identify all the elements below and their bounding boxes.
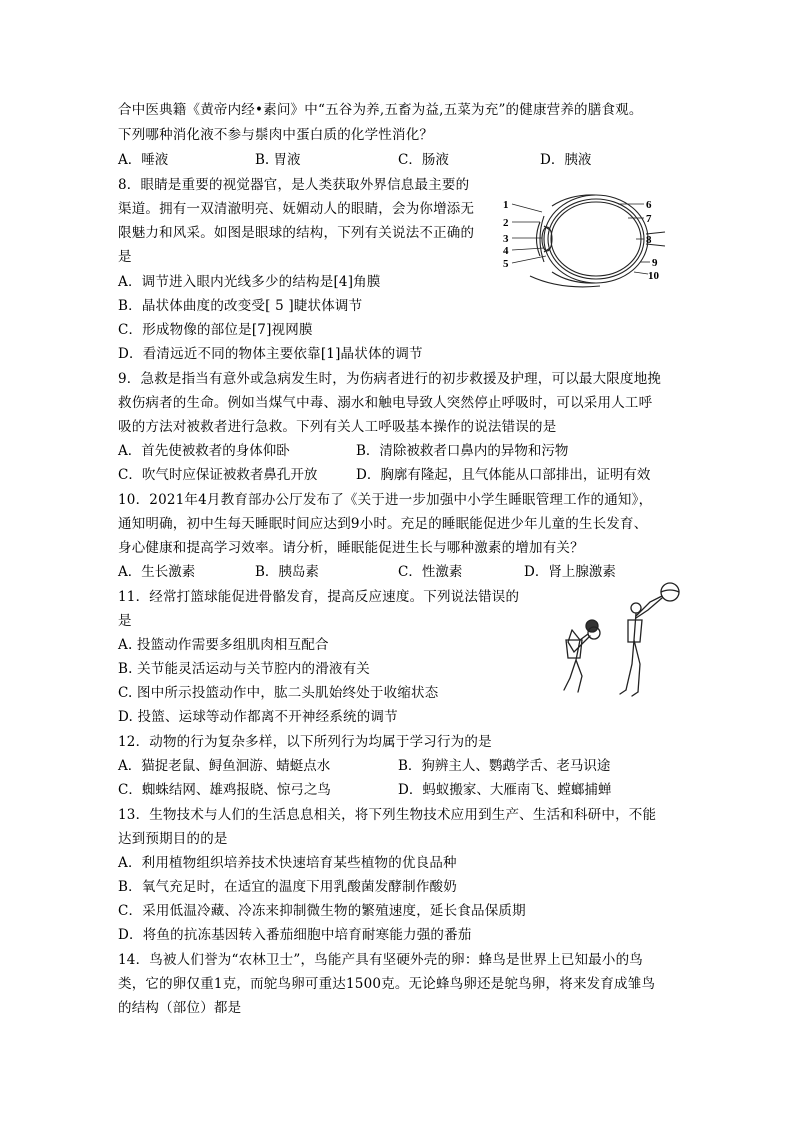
- q11-option-c: C. 图中所示投篮动作中，肱二头肌始终处于收缩状态: [118, 685, 439, 701]
- q12-stem: 12．动物的行为复杂多样，以下所列行为均属于学习行为的是: [118, 734, 492, 750]
- q8-option-a: A．调节进入眼内光线多少的结构是[4]角膜: [118, 274, 381, 290]
- q13-option-d: D．将鱼的抗冻基因转入番茄细胞中培育耐寒能力强的番茄: [118, 927, 472, 943]
- intro-option-a: A．唾液: [118, 152, 169, 168]
- eye-label-1: 1: [503, 199, 509, 211]
- q13-option-b: B．氧气充足时，在适宜的温度下用乳酸菌发酵制作酸奶: [118, 879, 457, 895]
- q11-option-b: B. 关节能灵活运动与关节腔内的滑液有关: [118, 661, 371, 677]
- eye-label-4: 4: [503, 245, 509, 257]
- q10-stem-2: 通知明确，初中生每天睡眠时间应达到9小时。充足的睡眠能促进少年儿童的生长发育、: [118, 516, 648, 532]
- q10-option-c: C．性激素: [398, 564, 463, 580]
- q13-stem-2: 达到预期目的的是: [118, 831, 228, 847]
- eye-label-3: 3: [503, 233, 509, 245]
- eye-label-8: 8: [646, 234, 652, 246]
- q10-option-d: D．肾上腺激素: [524, 564, 616, 580]
- q8-stem-2: 渠道。拥有一双清澈明亮、妩媚动人的眼睛，会为你增添无: [118, 201, 475, 217]
- eye-label-5: 5: [503, 258, 509, 270]
- q10-option-b: B．胰岛素: [255, 564, 319, 580]
- q9-stem-3: 吸的方法对被救者进行急救。下列有关人工呼吸基本操作的说法错误的是: [118, 419, 557, 435]
- eye-label-9: 9: [652, 257, 658, 269]
- q8-option-b: B．晶状体曲度的改变受[ 5 ]睫状体调节: [118, 298, 363, 314]
- q13-stem-1: 13．生物技术与人们的生活息息相关，将下列生物技术应用到生产、生活和科研中，不能: [118, 807, 657, 823]
- q8-stem-3: 限魅力和风采。如图是眼球的结构，下列有关说法不正确的: [118, 225, 475, 241]
- q11-stem-1: 11．经常打篮球能促进骨骼发育，提高反应速度。下列说法错误的: [118, 589, 520, 605]
- q8-option-c: C．形成物像的部位是[7]视网膜: [118, 322, 313, 338]
- eye-label-10: 10: [648, 270, 659, 282]
- q11-stem-2: 是: [118, 613, 132, 629]
- intro-option-c: C．肠液: [398, 152, 449, 168]
- q10-stem-3: 身心健康和提高学习效率。请分析，睡眠能促进生长与哪种激素的增加有关？: [118, 540, 584, 556]
- eye-label-6: 6: [646, 199, 652, 211]
- intro-line-1: 合中医典籍《黄帝内经•素问》中“五谷为养,五畜为益,五菜为充”的健康营养的膳食观。: [118, 102, 643, 118]
- q12-option-a: A．猫捉老鼠、鲟鱼洄游、蜻蜓点水: [118, 758, 331, 774]
- q12-option-b: B．狗辨主人、鹦鹉学舌、老马识途: [398, 758, 611, 774]
- q13-option-a: A．利用植物组织培养技术快速培育某些植物的优良品种: [118, 855, 457, 871]
- q9-option-d: D．胸廓有隆起，且气体能从口部排出，证明有效: [356, 467, 651, 483]
- q9-stem-2: 救伤病者的生命。例如当煤气中毒、溺水和触电导致人突然停止呼吸时，可以采用人工呼: [118, 395, 653, 411]
- q9-option-c: C．吹气时应保证被救者鼻孔开放: [118, 467, 318, 483]
- q8-stem-4: 是: [118, 249, 132, 265]
- q9-stem-1: 9．急救是指当有意外或急病发生时，为伤病者进行的初步救援及护理，可以最大限度地挽: [118, 371, 662, 387]
- q14-stem-2: 类，它的卵仅重1克，而鸵鸟卵可重达1500克。无论蜂鸟卵还是鸵鸟卵，将来发育成雏鸟: [118, 976, 656, 992]
- q10-option-a: A．生长激素: [118, 564, 196, 580]
- q11-option-d: D. 投篮、运球等动作都离不开神经系统的调节: [118, 709, 398, 725]
- q14-stem-3: 的结构（部位）都是: [118, 1000, 242, 1016]
- q8-stem-1: 8．眼睛是重要的视觉器官，是人类获取外界信息最主要的: [118, 177, 470, 193]
- q10-stem-1: 10．2021年4月教育部办公厅发布了《关于进一步加强中小学生睡眠管理工作的通知》，: [118, 492, 653, 508]
- intro-option-d: D．胰液: [540, 152, 592, 168]
- basketball-figure: [550, 580, 685, 705]
- eye-label-2: 2: [503, 217, 509, 229]
- eyeball-figure: [500, 186, 670, 294]
- q14-stem-1: 14．鸟被人们誉为“农林卫士”，鸟能产具有坚硬外壳的卵：蜂鸟是世界上已知最小的鸟: [118, 952, 643, 968]
- intro-option-b: B. 胃液: [255, 152, 301, 168]
- q12-option-c: C．蜘蛛结网、雄鸡报晓、惊弓之鸟: [118, 782, 331, 798]
- eye-label-7: 7: [646, 213, 652, 225]
- q9-option-b: B．清除被救者口鼻内的异物和污物: [356, 443, 569, 459]
- q8-option-d: D．看清远近不同的物体主要依靠[1]晶状体的调节: [118, 346, 423, 362]
- q11-option-a: A. 投篮动作需要多组肌肉相互配合: [118, 637, 329, 653]
- intro-line-2: 下列哪种消化液不参与鬃肉中蛋白质的化学性消化？: [118, 127, 434, 143]
- q13-option-c: C．采用低温冷藏、冷冻来抑制微生物的繁殖速度，延长食品保质期: [118, 903, 526, 919]
- q12-option-d: D．蚂蚁搬家、大雁南飞、螳螂捕蝉: [398, 782, 612, 798]
- q9-option-a: A．首先使被救者的身体仰卧: [118, 443, 290, 459]
